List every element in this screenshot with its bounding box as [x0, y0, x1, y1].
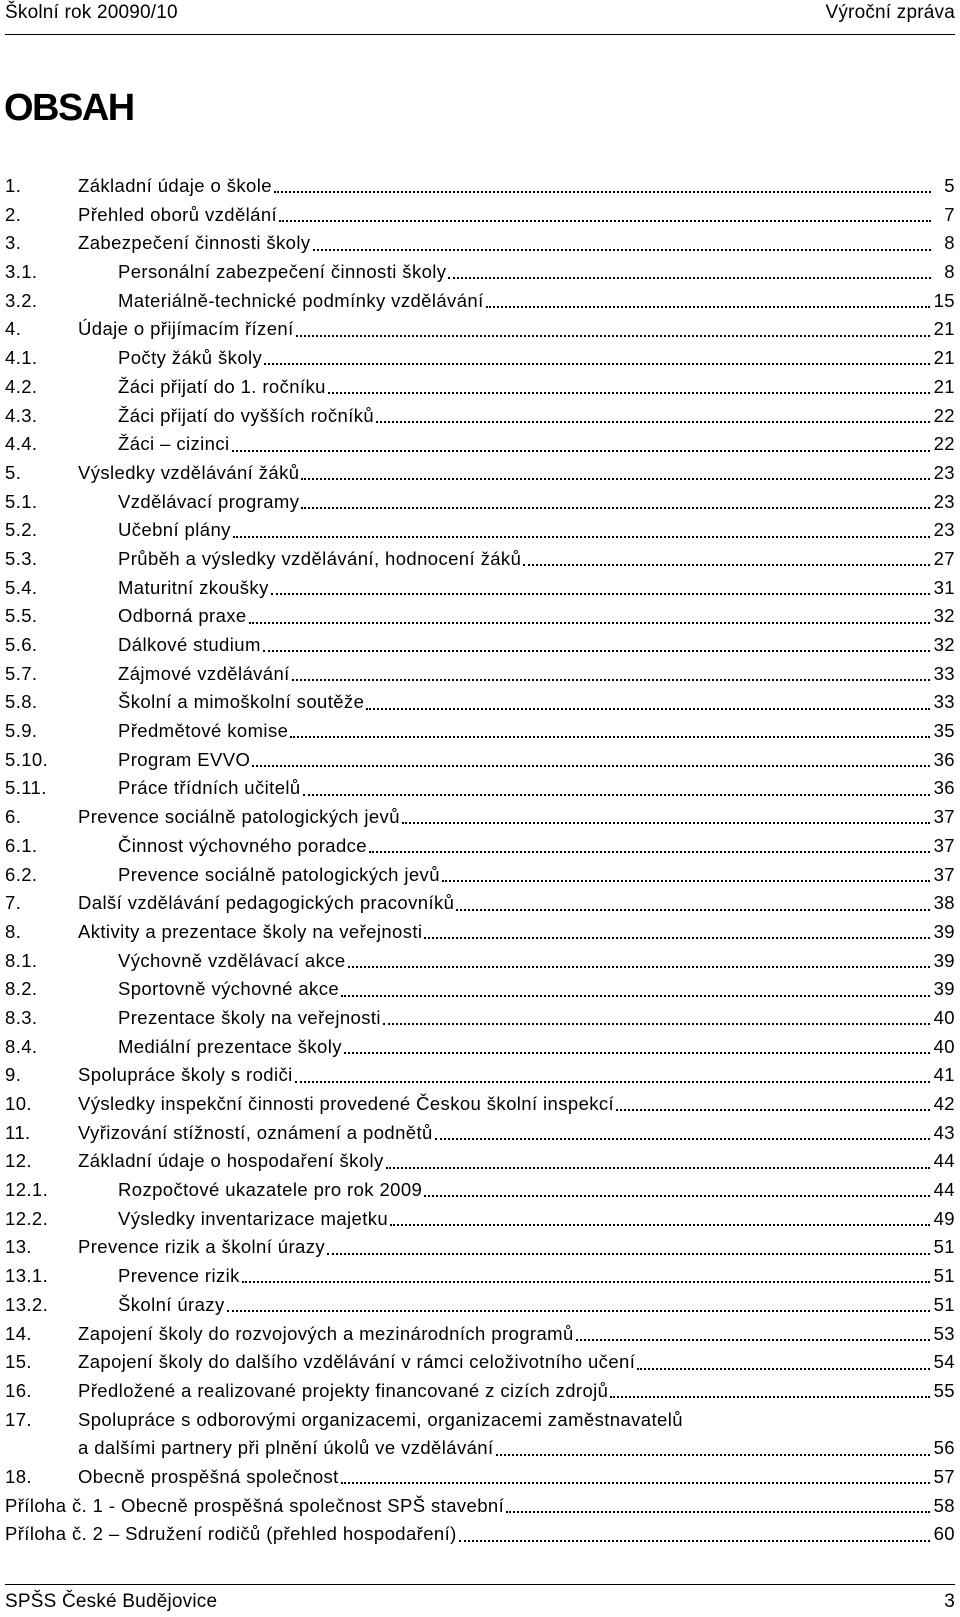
toc-entry[interactable] — [5, 631, 955, 660]
toc-entry-title: Údaje o přijímacím řízení — [78, 318, 294, 340]
toc-entry-page: 39 — [933, 978, 955, 1000]
toc-entry-number: 14. — [5, 1322, 32, 1344]
toc-entry-page: 36 — [933, 748, 955, 770]
toc-entry-title: Spolupráce s odborovými organizacemi, organizacemi zaměstnavatelů — [78, 1408, 683, 1430]
header-report-title: Výroční zpráva — [825, 2, 955, 23]
toc-entry-title: Výsledky inventarizace majetku — [118, 1207, 389, 1229]
toc-entry-number: 5.2. — [5, 519, 38, 541]
toc-entry[interactable] — [5, 1434, 955, 1463]
toc-entry[interactable] — [5, 688, 955, 717]
toc-entry-number: 16. — [5, 1379, 32, 1401]
toc-entry-page: 33 — [933, 691, 955, 713]
page-title: OBSAH — [4, 87, 134, 129]
toc-entry-page: 23 — [933, 461, 955, 483]
toc-entry[interactable] — [5, 1233, 955, 1262]
toc-entry-page: 31 — [933, 576, 955, 598]
toc-leader-dots — [402, 822, 930, 824]
toc-entry-page: 53 — [933, 1322, 955, 1344]
toc-entry-number: 12.2. — [5, 1207, 49, 1229]
toc-entry-title: Výsledky inspekční činnosti provedené Českou školní inspekcí — [78, 1093, 615, 1114]
footer-rule — [5, 1584, 955, 1585]
toc-entry-page: 40 — [933, 1006, 955, 1028]
toc-entry-title: Zapojení školy do rozvojových a mezinárodních programů — [78, 1322, 574, 1344]
toc-entry-page: 33 — [933, 662, 955, 684]
toc-entry-number: 5.5. — [5, 605, 38, 627]
toc-entry[interactable] — [5, 774, 955, 803]
toc-entry-page: 39 — [933, 949, 955, 971]
toc-entry-title: Zabezpečení činnosti školy — [78, 232, 311, 254]
toc-leader-dots — [348, 966, 930, 968]
toc-leader-dots — [327, 1253, 930, 1255]
toc-entry-page: 40 — [933, 1035, 955, 1057]
toc-entry-title: Vzdělávací programy — [118, 490, 300, 512]
toc-entry[interactable] — [5, 459, 955, 488]
toc-entry-number: 3.1. — [5, 261, 38, 283]
toc-entry-title: Činnost výchovného poradce — [118, 834, 367, 856]
toc-entry-number: 5.9. — [5, 720, 38, 742]
toc-entry[interactable] — [5, 1033, 955, 1062]
toc-entry-number: 8.1. — [5, 949, 38, 971]
toc-leader-dots — [341, 995, 930, 997]
toc-entry-title: Další vzdělávání pedagogických pracovníků — [78, 892, 455, 914]
toc-entry[interactable] — [5, 947, 955, 976]
toc-entry[interactable] — [5, 172, 955, 201]
toc-entry-title: Prevence sociálně patologických jevů — [118, 863, 440, 885]
toc-entry-number: 5.6. — [5, 634, 38, 655]
toc-entry-number: 5.4. — [5, 576, 38, 598]
toc-leader-dots — [263, 650, 930, 652]
toc-entry-page: 51 — [933, 1293, 955, 1315]
toc-leader-dots — [341, 1482, 930, 1484]
toc-entry-title: Předmětové komise — [118, 720, 289, 742]
toc-entry-page: 37 — [933, 834, 955, 856]
toc-leader-dots — [459, 1540, 930, 1542]
toc-entry-page: 32 — [933, 634, 955, 655]
toc-leader-dots — [435, 1138, 930, 1140]
toc-leader-dots — [290, 736, 929, 738]
toc-entry[interactable] — [5, 1090, 955, 1119]
footer-school-name: SPŠS České Budějovice — [5, 1591, 218, 1612]
toc-entry[interactable] — [5, 201, 955, 230]
toc-entry-number: 3.2. — [5, 289, 38, 311]
page-footer — [5, 1591, 955, 1613]
toc-entry[interactable] — [5, 1291, 955, 1320]
toc-entry-page: 23 — [933, 519, 955, 541]
toc-leader-dots — [383, 1023, 930, 1025]
toc-leader-dots — [292, 679, 930, 681]
toc-entry-number: 8.3. — [5, 1006, 38, 1028]
toc-entry-number: 5. — [5, 461, 22, 483]
toc-entry[interactable] — [5, 344, 955, 373]
toc-entry-title: Program EVVO — [118, 748, 251, 770]
toc-leader-dots — [424, 1195, 929, 1197]
toc-entry-number: 5.3. — [5, 547, 38, 569]
toc-entry-title: Příloha č. 2 – Sdružení rodičů (přehled hospodaření) — [5, 1523, 457, 1545]
toc-entry[interactable] — [5, 602, 955, 631]
toc-entry[interactable] — [5, 1463, 955, 1492]
toc-entry-title: Maturitní zkoušky — [118, 576, 269, 598]
toc-entry-number: 4.3. — [5, 404, 38, 426]
toc-leader-dots — [301, 507, 929, 509]
toc-leader-dots — [369, 851, 930, 853]
toc-entry-number: 5.10. — [5, 748, 49, 770]
toc-entry-title: Dálkové studium — [118, 634, 261, 655]
toc-entry[interactable] — [5, 803, 955, 832]
toc-entry[interactable] — [5, 832, 955, 861]
toc-leader-dots — [271, 593, 930, 595]
toc-entry-title: Spolupráce školy s rodiči — [78, 1064, 293, 1086]
toc-entry-title: Prezentace školy na veřejnosti — [118, 1006, 381, 1028]
toc-entry[interactable] — [5, 1205, 955, 1234]
toc-entry[interactable] — [5, 545, 955, 574]
toc-entry[interactable] — [5, 1520, 955, 1549]
toc-entry-number: 13. — [5, 1236, 32, 1258]
toc-entry-number: 4.1. — [5, 347, 38, 369]
toc-entry-page: 42 — [933, 1093, 955, 1114]
toc-entry-page: 21 — [933, 347, 955, 369]
toc-leader-dots — [610, 1396, 929, 1398]
toc-leader-dots — [456, 909, 929, 911]
toc-entry-title: Prevence rizik a školní úrazy — [78, 1236, 326, 1258]
toc-entry[interactable] — [5, 373, 955, 402]
toc-entry-title: Materiálně-technické podmínky vzdělávání — [118, 289, 484, 311]
toc-leader-dots — [486, 306, 930, 308]
toc-entry[interactable] — [5, 430, 955, 459]
toc-entry-title: Zájmové vzdělávání — [118, 662, 290, 684]
toc-leader-dots — [496, 1454, 930, 1456]
toc-entry-number: 13.1. — [5, 1265, 49, 1287]
toc-entry-number: 8. — [5, 920, 22, 942]
toc-entry[interactable] — [5, 746, 955, 775]
toc-leader-dots — [386, 1167, 930, 1169]
toc-entry-number: 1. — [5, 175, 22, 196]
toc-entry-page: 32 — [933, 605, 955, 627]
toc-entry[interactable] — [5, 975, 955, 1004]
toc-leader-dots — [279, 220, 931, 222]
toc-entry-number: 5.7. — [5, 662, 38, 684]
toc-entry-page: 35 — [933, 720, 955, 742]
toc-entry-title: Prevence rizik — [118, 1265, 240, 1287]
toc-entry-title: Obecně prospěšná společnost — [78, 1465, 339, 1487]
toc-entry-title: Zapojení školy do dalšího vzdělávání v rámci celoživotního učení — [78, 1351, 636, 1373]
toc-entry-number: 10. — [5, 1093, 32, 1114]
toc-entry-number: 6.2. — [5, 863, 38, 885]
toc-leader-dots — [344, 1052, 930, 1054]
toc-entry[interactable] — [5, 488, 955, 517]
footer-page-number: 3 — [944, 1591, 955, 1612]
toc-entry-page: 36 — [933, 777, 955, 799]
toc-entry-page: 15 — [933, 289, 955, 311]
toc-entry-page: 8 — [944, 261, 955, 283]
toc-leader-dots — [264, 363, 929, 365]
toc-entry[interactable] — [5, 1406, 955, 1435]
header-school-year: Školní rok 20090/10 — [5, 2, 178, 23]
toc-leader-dots — [376, 421, 930, 423]
toc-entry-page: 55 — [933, 1379, 955, 1401]
toc-entry-title: a dalšími partnery při plnění úkolů ve vzdělávání — [78, 1437, 494, 1459]
toc-entry-page: 21 — [933, 375, 955, 397]
toc-entry-title: Učební plány — [118, 519, 231, 541]
toc-entry[interactable] — [5, 574, 955, 603]
toc-entry[interactable] — [5, 315, 955, 344]
toc-entry-page: 44 — [933, 1179, 955, 1201]
toc-entry-number: 9. — [5, 1064, 22, 1086]
toc-entry-title: Přehled oborů vzdělání — [78, 203, 278, 225]
toc-entry[interactable] — [5, 1061, 955, 1090]
toc-entry[interactable] — [5, 861, 955, 890]
toc-entry-number: 7. — [5, 892, 22, 914]
toc-leader-dots — [249, 622, 930, 624]
toc-leader-dots — [313, 249, 931, 251]
toc-entry-title: Žáci – cizinci — [118, 433, 230, 455]
toc-entry-title: Práce třídních učitelů — [118, 777, 301, 799]
toc-leader-dots — [523, 564, 929, 566]
toc-entry-page: 27 — [933, 547, 955, 569]
toc-entry-page: 37 — [933, 863, 955, 885]
toc-entry-title: Základní údaje o hospodaření školy — [78, 1150, 384, 1172]
toc-leader-dots — [442, 880, 930, 882]
toc-entry-page: 58 — [933, 1494, 955, 1516]
toc-entry-page: 22 — [933, 433, 955, 455]
toc-entry[interactable] — [5, 1348, 955, 1377]
toc-entry[interactable] — [5, 1377, 955, 1406]
toc-entry[interactable] — [5, 402, 955, 431]
toc-entry-title: Průběh a výsledky vzdělávání, hodnocení žáků — [118, 547, 522, 569]
toc-entry-title: Rozpočtové ukazatele pro rok 2009 — [118, 1179, 423, 1201]
toc-entry-page: 21 — [933, 318, 955, 340]
toc-leader-dots — [301, 478, 929, 480]
toc-entry-title: Personální zabezpečení činnosti školy — [118, 261, 447, 283]
toc-entry-page: 5 — [944, 175, 955, 196]
toc-entry[interactable] — [5, 1176, 955, 1205]
toc-entry-title: Základní údaje o škole — [78, 175, 272, 196]
toc-entry-title: Školní a mimoškolní soutěže — [118, 691, 365, 713]
toc-entry-title: Aktivity a prezentace školy na veřejnosti — [78, 920, 423, 942]
toc-leader-dots — [295, 1081, 930, 1083]
toc-entry-title: Školní úrazy — [118, 1293, 225, 1315]
toc-entry-number: 5.8. — [5, 691, 38, 713]
toc-leader-dots — [448, 277, 931, 279]
toc-entry-title: Žáci přijatí do vyšších ročníků — [118, 404, 375, 426]
toc-entry[interactable] — [5, 516, 955, 545]
toc-entry-title: Vyřizování stížností, oznámení a podnětů — [78, 1121, 433, 1143]
page-header — [5, 2, 955, 30]
toc-entry[interactable] — [5, 660, 955, 689]
toc-entry-title: Výchovně vzdělávací akce — [118, 949, 346, 971]
toc-leader-dots — [233, 536, 930, 538]
toc-entry-number: 11. — [5, 1121, 31, 1143]
toc-entry[interactable] — [5, 918, 955, 947]
toc-leader-dots — [424, 937, 929, 939]
toc-entry-title: Předložené a realizované projekty financované z cizích zdrojů — [78, 1379, 609, 1401]
toc-leader-dots — [303, 794, 930, 796]
toc-entry[interactable] — [5, 1320, 955, 1349]
toc-entry-page: 49 — [933, 1207, 955, 1229]
toc-leader-dots — [616, 1109, 930, 1111]
toc-entry-page: 38 — [933, 892, 955, 914]
toc-entry-title: Výsledky vzdělávání žáků — [78, 461, 300, 483]
toc-entry-number: 4. — [5, 318, 22, 340]
toc-entry-page: 8 — [944, 232, 955, 254]
toc-entry-number: 12. — [5, 1150, 32, 1172]
toc-leader-dots — [637, 1368, 929, 1370]
toc-entry[interactable] — [5, 1492, 955, 1521]
toc-entry-number: 13.2. — [5, 1293, 49, 1315]
toc-entry-number: 3. — [5, 232, 22, 254]
toc-entry-title: Prevence sociálně patologických jevů — [78, 806, 400, 828]
toc-entry-number: 18. — [5, 1465, 32, 1487]
toc-entry-number: 4.2. — [5, 375, 38, 397]
toc-entry[interactable] — [5, 1262, 955, 1291]
toc-entry-page: 22 — [933, 404, 955, 426]
toc-entry-page: 54 — [933, 1351, 955, 1373]
toc-entry[interactable] — [5, 889, 955, 918]
toc-entry-page: 56 — [933, 1437, 955, 1459]
toc-entry-number: 6.1. — [5, 834, 38, 856]
toc-entry-title: Žáci přijatí do 1. ročníku — [118, 375, 326, 397]
toc-entry-page: 60 — [933, 1523, 955, 1545]
toc-entry-number: 6. — [5, 806, 22, 828]
toc-entry-title: Odborná praxe — [118, 605, 247, 627]
toc-entry[interactable] — [5, 229, 955, 258]
toc-entry-page: 51 — [933, 1236, 955, 1258]
toc-entry-number: 17. — [5, 1408, 32, 1430]
toc-entry-page: 23 — [933, 490, 955, 512]
toc-entry-number: 5.1. — [5, 490, 38, 512]
toc-leader-dots — [242, 1281, 930, 1283]
toc-entry-number: 2. — [5, 203, 22, 225]
toc-entry-page: 57 — [933, 1465, 955, 1487]
toc-entry-page: 43 — [933, 1121, 955, 1143]
toc-entry-title: Příloha č. 1 - Obecně prospěšná společnost SPŠ stavební — [5, 1494, 505, 1516]
toc-leader-dots — [274, 191, 931, 193]
toc-entry-number: 15. — [5, 1351, 32, 1373]
toc-leader-dots — [366, 708, 929, 710]
toc-entry-number: 5.11. — [5, 777, 47, 799]
toc-leader-dots — [252, 765, 929, 767]
toc-entry[interactable] — [5, 258, 955, 287]
toc-entry-title: Počty žáků školy — [118, 347, 263, 369]
toc-entry-number: 12.1. — [5, 1179, 49, 1201]
toc-leader-dots — [328, 392, 930, 394]
toc-entry[interactable] — [5, 1119, 955, 1148]
toc-entry-page: 51 — [933, 1265, 955, 1287]
table-of-contents — [5, 172, 955, 1549]
toc-entry-number: 8.4. — [5, 1035, 38, 1057]
toc-entry-number: 4.4. — [5, 433, 38, 455]
toc-leader-dots — [227, 1310, 930, 1312]
toc-entry-number: 8.2. — [5, 978, 38, 1000]
toc-entry-title: Mediální prezentace školy — [118, 1035, 342, 1057]
toc-leader-dots — [506, 1511, 929, 1513]
toc-leader-dots — [296, 335, 930, 337]
toc-entry[interactable] — [5, 1004, 955, 1033]
toc-entry[interactable] — [5, 1147, 955, 1176]
toc-leader-dots — [232, 450, 930, 452]
toc-entry[interactable] — [5, 717, 955, 746]
toc-leader-dots — [390, 1224, 930, 1226]
toc-entry-page: 39 — [933, 920, 955, 942]
toc-entry-page: 37 — [933, 806, 955, 828]
header-rule — [5, 34, 955, 35]
toc-entry[interactable] — [5, 287, 955, 316]
toc-leader-dots — [576, 1339, 930, 1341]
toc-entry-title: Sportovně výchovné akce — [118, 978, 340, 1000]
toc-entry-page: 41 — [933, 1064, 955, 1086]
toc-entry-page: 7 — [944, 203, 955, 225]
toc-entry-page: 44 — [933, 1150, 955, 1172]
